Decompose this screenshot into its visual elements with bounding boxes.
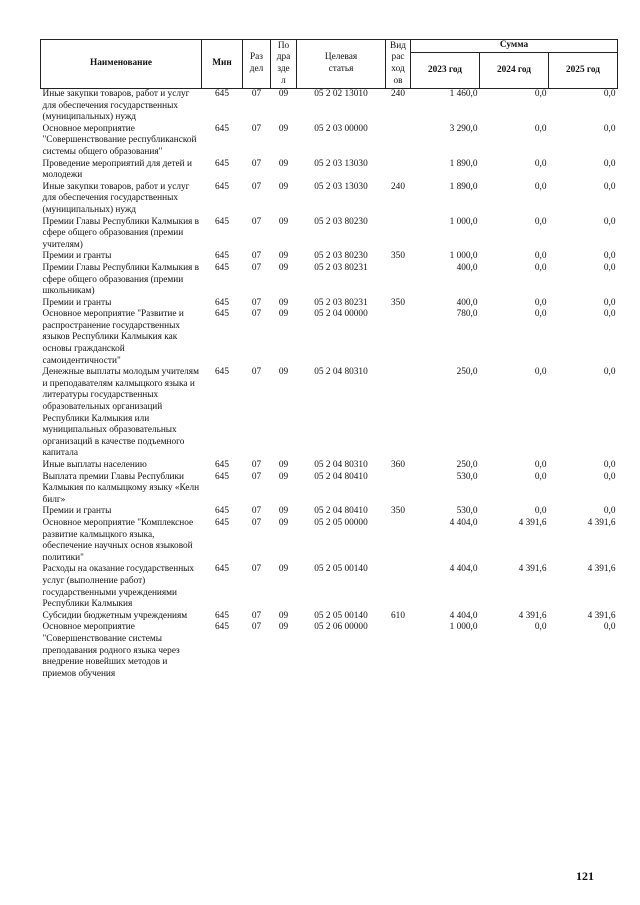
row-sum-2025: 0,0 bbox=[603, 262, 616, 273]
row-sum-2025: 4 391,6 bbox=[587, 517, 616, 528]
row-vid bbox=[386, 472, 411, 507]
row-target: 05 2 03 13030 bbox=[314, 181, 368, 192]
row-podrazdel: 09 bbox=[278, 123, 289, 134]
row-sum-2023: 4 404,0 bbox=[449, 517, 478, 528]
row-sum-2025: 0,0 bbox=[603, 216, 616, 227]
row-name: Основное мероприятие "Совершенствование республиканской системы общего образования" bbox=[42, 123, 197, 157]
row-name: Выплата премии Главы Республики Калмыкия по калмыцкому языку «Келн билг» bbox=[42, 471, 200, 505]
row-sum-2023: 780,0 bbox=[456, 309, 478, 320]
row-vid bbox=[386, 217, 411, 252]
col-vid-header: Вид рас ход ов bbox=[386, 40, 411, 89]
row-podrazdel: 09 bbox=[278, 460, 289, 470]
col-year-2024-header: 2024 год bbox=[480, 53, 549, 89]
row-min: 645 bbox=[215, 181, 229, 192]
row-name: Премии и гранты bbox=[42, 251, 112, 262]
row-target: 05 2 04 80410 bbox=[314, 506, 368, 517]
table-row bbox=[41, 251, 618, 263]
row-target: 05 2 04 80310 bbox=[314, 367, 368, 378]
row-podrazdel: 09 bbox=[278, 89, 289, 99]
table-row bbox=[41, 367, 618, 460]
row-name: Проведение мероприятий для детей и молодежи bbox=[42, 158, 192, 181]
row-target: 05 2 05 00000 bbox=[314, 517, 368, 528]
row-vid bbox=[386, 564, 411, 610]
row-vid bbox=[386, 518, 411, 564]
row-razdel: 07 bbox=[251, 471, 262, 482]
row-name: Основное мероприятие "Комплексное развитие калмыцкого языка, обеспечение научных основ языковой политики" bbox=[42, 517, 194, 563]
row-sum-2023: 4 404,0 bbox=[449, 564, 478, 575]
row-vid bbox=[386, 263, 411, 298]
row-sum-2025: 0,0 bbox=[603, 89, 616, 99]
row-sum-2023: 1 890,0 bbox=[449, 158, 478, 169]
row-podrazdel: 09 bbox=[278, 297, 289, 308]
row-sum-2025: 4 391,6 bbox=[587, 610, 616, 621]
row-sum-2024: 0,0 bbox=[534, 251, 547, 262]
row-razdel: 07 bbox=[251, 123, 262, 134]
row-razdel: 07 bbox=[251, 262, 262, 273]
row-sum-2025: 0,0 bbox=[603, 158, 616, 169]
row-podrazdel: 09 bbox=[278, 622, 289, 633]
row-sum-2023: 1 000,0 bbox=[449, 622, 478, 633]
row-sum-2023: 1 460,0 bbox=[449, 89, 478, 99]
table-row bbox=[41, 309, 618, 367]
row-sum-2024: 4 391,6 bbox=[518, 610, 547, 621]
row-podrazdel: 09 bbox=[278, 309, 289, 320]
row-target: 05 2 03 00000 bbox=[314, 123, 368, 134]
row-name: Премии Главы Республики Калмыкия в сфере общего образования (премии учителям) bbox=[42, 216, 200, 250]
col-min-header: Мин bbox=[202, 40, 243, 89]
row-vid bbox=[386, 309, 411, 367]
row-sum-2024: 0,0 bbox=[534, 216, 547, 227]
row-target: 05 2 04 80410 bbox=[314, 471, 368, 482]
row-target: 05 2 03 80230 bbox=[314, 251, 368, 262]
row-min: 645 bbox=[215, 506, 229, 517]
row-razdel: 07 bbox=[251, 216, 262, 227]
row-razdel: 07 bbox=[251, 89, 262, 99]
row-vid: 610 bbox=[391, 610, 405, 621]
row-min: 645 bbox=[215, 89, 229, 99]
row-min: 645 bbox=[215, 309, 229, 320]
row-vid bbox=[386, 124, 411, 159]
row-razdel: 07 bbox=[251, 181, 262, 192]
row-min: 645 bbox=[215, 471, 229, 482]
row-target: 05 2 03 80231 bbox=[314, 262, 368, 273]
row-target: 05 2 04 00000 bbox=[314, 309, 368, 320]
row-sum-2023: 250,0 bbox=[456, 367, 478, 378]
row-name: Денежные выплаты молодым учителям и преподавателям калмыцкого языка и литературы государственных образовательных организаций Республики Калмыкия или муниципальных образовательных организаций в качестве подъемного капитала bbox=[42, 367, 199, 459]
row-sum-2025: 0,0 bbox=[603, 123, 616, 134]
row-sum-2024: 0,0 bbox=[534, 89, 547, 99]
table-row bbox=[41, 298, 618, 310]
col-sum-header: Сумма bbox=[411, 40, 618, 53]
row-target: 05 2 05 00140 bbox=[314, 564, 368, 575]
row-vid: 240 bbox=[391, 181, 405, 192]
table-row bbox=[41, 460, 618, 472]
row-sum-2025: 0,0 bbox=[603, 181, 616, 192]
row-podrazdel: 09 bbox=[278, 367, 289, 378]
row-sum-2025: 0,0 bbox=[603, 471, 616, 482]
row-name: Иные закупки товаров, работ и услуг для обеспечения государственных (муниципальных) нужд bbox=[42, 89, 190, 123]
row-sum-2024: 0,0 bbox=[534, 471, 547, 482]
row-target: 05 2 03 80231 bbox=[314, 297, 368, 308]
row-podrazdel: 09 bbox=[278, 158, 289, 169]
table-row bbox=[41, 472, 618, 507]
row-min: 645 bbox=[215, 262, 229, 273]
row-podrazdel: 09 bbox=[278, 181, 289, 192]
row-min: 645 bbox=[215, 158, 229, 169]
row-sum-2023: 530,0 bbox=[456, 471, 478, 482]
row-sum-2025: 0,0 bbox=[603, 297, 616, 308]
row-vid bbox=[386, 159, 411, 182]
row-razdel: 07 bbox=[251, 506, 262, 517]
row-sum-2023: 250,0 bbox=[456, 460, 478, 470]
table-row bbox=[41, 506, 618, 518]
row-min: 645 bbox=[215, 367, 229, 378]
row-name: Основное мероприятие "Совершенствование системы преподавания родного языка через внедрение новейших методов и приемов обучения bbox=[42, 622, 180, 679]
col-year-2023-header: 2023 год bbox=[411, 53, 480, 89]
row-vid: 350 bbox=[391, 251, 405, 262]
row-target: 05 2 06 00000 bbox=[314, 622, 368, 633]
row-name: Иные выплаты населению bbox=[42, 460, 147, 470]
row-sum-2024: 0,0 bbox=[534, 123, 547, 134]
row-podrazdel: 09 bbox=[278, 471, 289, 482]
row-podrazdel: 09 bbox=[278, 564, 289, 575]
col-year-2025-header: 2025 год bbox=[549, 53, 618, 89]
row-min: 645 bbox=[215, 610, 229, 621]
row-target: 05 2 03 13030 bbox=[314, 158, 368, 169]
row-razdel: 07 bbox=[251, 564, 262, 575]
row-podrazdel: 09 bbox=[278, 517, 289, 528]
row-target: 05 2 05 00140 bbox=[314, 610, 368, 621]
row-podrazdel: 09 bbox=[278, 251, 289, 262]
row-name: Субсидии бюджетным учреждениям bbox=[42, 610, 188, 621]
row-razdel: 07 bbox=[251, 460, 262, 470]
row-sum-2023: 1 890,0 bbox=[449, 181, 478, 192]
row-sum-2024: 0,0 bbox=[534, 506, 547, 517]
row-sum-2023: 3 290,0 bbox=[449, 123, 478, 134]
table-row bbox=[41, 159, 618, 182]
row-sum-2025: 4 391,6 bbox=[587, 564, 616, 575]
row-razdel: 07 bbox=[251, 610, 262, 621]
row-name: Премии и гранты bbox=[42, 297, 112, 308]
row-razdel: 07 bbox=[251, 367, 262, 378]
row-sum-2023: 400,0 bbox=[456, 297, 478, 308]
table-row bbox=[41, 263, 618, 298]
row-razdel: 07 bbox=[251, 622, 262, 633]
budget-table bbox=[40, 39, 618, 680]
row-podrazdel: 09 bbox=[278, 216, 289, 227]
table-body bbox=[41, 89, 618, 681]
row-razdel: 07 bbox=[251, 251, 262, 262]
row-min: 645 bbox=[215, 123, 229, 134]
row-sum-2024: 4 391,6 bbox=[518, 564, 547, 575]
row-vid: 360 bbox=[391, 460, 405, 470]
row-sum-2024: 0,0 bbox=[534, 181, 547, 192]
row-sum-2025: 0,0 bbox=[603, 367, 616, 378]
row-razdel: 07 bbox=[251, 309, 262, 320]
row-sum-2024: 0,0 bbox=[534, 158, 547, 169]
row-podrazdel: 09 bbox=[278, 262, 289, 273]
row-vid: 240 bbox=[391, 89, 405, 99]
row-sum-2023: 400,0 bbox=[456, 262, 478, 273]
row-vid: 350 bbox=[391, 297, 405, 308]
table-row bbox=[41, 182, 618, 217]
row-min: 645 bbox=[215, 622, 229, 633]
row-sum-2025: 0,0 bbox=[603, 460, 616, 470]
row-target: 05 2 02 13010 bbox=[314, 89, 368, 99]
table-row bbox=[41, 518, 618, 564]
row-podrazdel: 09 bbox=[278, 610, 289, 621]
table-row bbox=[41, 217, 618, 252]
row-sum-2023: 1 000,0 bbox=[449, 251, 478, 262]
row-min: 645 bbox=[215, 517, 229, 528]
row-sum-2024: 0,0 bbox=[534, 622, 547, 633]
table-row bbox=[41, 89, 618, 124]
row-sum-2023: 4 404,0 bbox=[449, 610, 478, 621]
row-razdel: 07 bbox=[251, 297, 262, 308]
row-razdel: 07 bbox=[251, 517, 262, 528]
table-row bbox=[41, 564, 618, 610]
row-name: Основное мероприятие "Развитие и распространение государственных языков Республики Калмыкия как основы гражданской самоидентичности" bbox=[42, 309, 184, 366]
row-name: Премии Главы Республики Калмыкия в сфере общего образования (премии школьникам) bbox=[42, 262, 200, 297]
row-sum-2023: 1 000,0 bbox=[449, 216, 478, 227]
table-row bbox=[41, 124, 618, 159]
row-sum-2024: 0,0 bbox=[534, 309, 547, 320]
row-podrazdel: 09 bbox=[278, 506, 289, 517]
row-vid bbox=[386, 622, 411, 680]
row-sum-2024: 0,0 bbox=[534, 297, 547, 308]
row-min: 645 bbox=[215, 216, 229, 227]
row-sum-2025: 0,0 bbox=[603, 309, 616, 320]
row-sum-2025: 0,0 bbox=[603, 622, 616, 633]
row-name: Премии и гранты bbox=[42, 506, 112, 517]
row-vid: 350 bbox=[391, 506, 405, 517]
row-vid bbox=[386, 367, 411, 460]
row-sum-2025: 0,0 bbox=[603, 251, 616, 262]
row-sum-2024: 0,0 bbox=[534, 262, 547, 273]
row-sum-2023: 530,0 bbox=[456, 506, 478, 517]
col-podrazdel-header: По дра зде л bbox=[271, 40, 297, 89]
row-razdel: 07 bbox=[251, 158, 262, 169]
col-name-header: Наименование bbox=[41, 40, 202, 89]
table-row bbox=[41, 622, 618, 680]
row-min: 645 bbox=[215, 297, 229, 308]
row-sum-2025: 0,0 bbox=[603, 506, 616, 517]
page-number: 121 bbox=[576, 869, 594, 883]
row-target: 05 2 04 80310 bbox=[314, 460, 368, 470]
row-min: 645 bbox=[215, 564, 229, 575]
row-sum-2024: 4 391,6 bbox=[518, 517, 547, 528]
row-target: 05 2 03 80230 bbox=[314, 216, 368, 227]
row-name: Иные закупки товаров, работ и услуг для обеспечения государственных (муниципальных) нужд bbox=[42, 181, 190, 215]
row-min: 645 bbox=[215, 251, 229, 262]
row-min: 645 bbox=[215, 460, 229, 470]
col-razdel-header: Раз дел bbox=[243, 40, 271, 89]
col-target-header: Целевая статья bbox=[297, 40, 386, 89]
table-header bbox=[41, 40, 618, 89]
row-sum-2024: 0,0 bbox=[534, 460, 547, 470]
table-row bbox=[41, 611, 618, 623]
row-name: Расходы на оказание государственных услуг (выполнение работ) государственными учреждениями Республики Калмыкия bbox=[42, 564, 195, 610]
row-sum-2024: 0,0 bbox=[534, 367, 547, 378]
